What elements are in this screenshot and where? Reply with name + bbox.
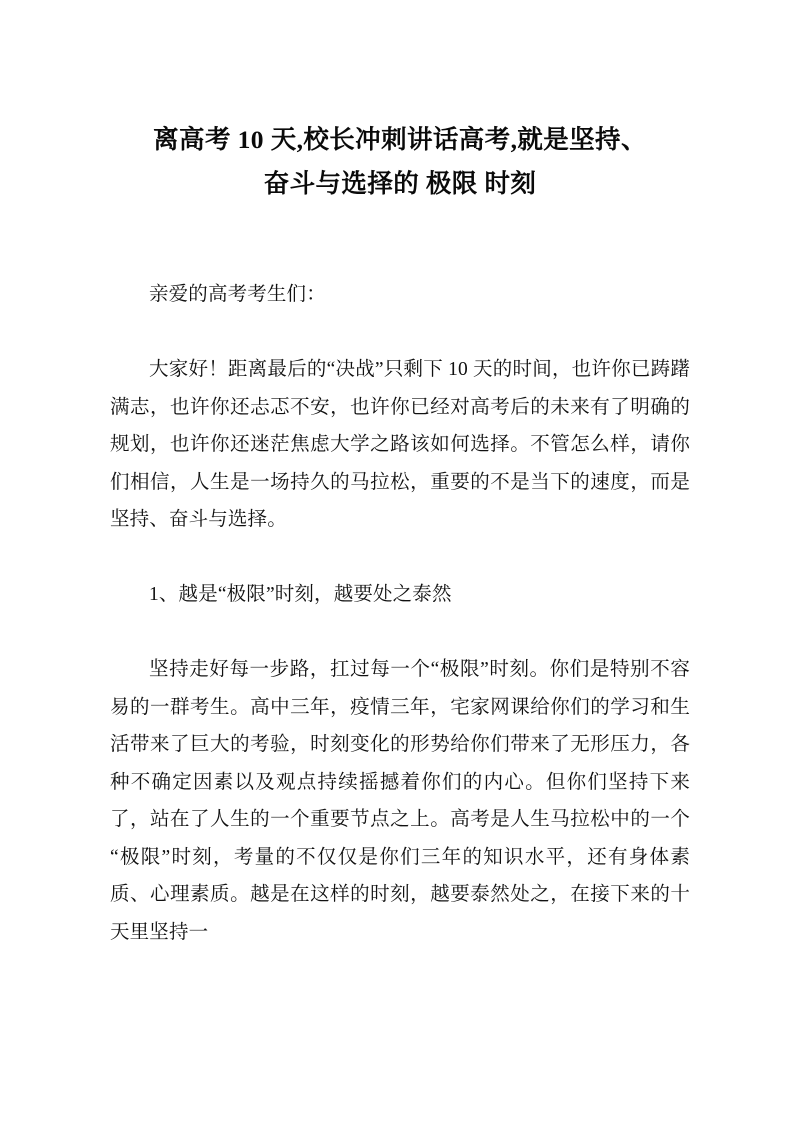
paragraph-opening: 大家好！距离最后的“决战”只剩下 10 天的时间，也许你已踌躇满志，也许你还忐忑不安，也许你已经对高考后的未来有了明确的规划，也许你还迷茫焦虑大学之路该如何选择。不管怎么样，请你们相信，人生是一场持久的马拉松，重要的不是当下的速度，而是坚持、奋斗与选择。 — [110, 359, 690, 530]
salutation: 亲爱的高考考生们： — [149, 284, 326, 305]
page-title-line-1: 离高考 10 天,校长冲刺讲话高考,就是坚持、 — [153, 125, 647, 154]
paragraph-gap-3 — [110, 614, 690, 652]
title-spacer — [110, 206, 690, 276]
paragraph-section-1-body: 坚持走好每一步路，扛过每一个“极限”时刻。你们是特别不容易的一群考生。高中三年，疫情三年，宅家网课给你们的学习和生活带来了巨大的考验，时刻变化的形势给你们带来了无形压力，各种不确定因素以及观点持续摇撼着你们的内心。但你们坚持下来了，站在了人生的一个重要节点之上。高考是人生马拉松中的一个“极限”时刻，考量的不仅仅是你们三年的知识水平，还有身体素质、心理素质。越是在这样的时刻，越要泰然处之，在接下来的十天里坚持一 — [110, 659, 690, 943]
page-title — [110, 118, 690, 206]
document-body — [110, 118, 690, 951]
paragraph-gap-2 — [110, 539, 690, 577]
paragraph-gap-1 — [110, 314, 690, 352]
section-heading-1: 1、越是“极限”时刻，越要处之泰然 — [149, 584, 452, 605]
page-title-line-2: 奋斗与选择的 极限 时刻 — [263, 169, 537, 198]
